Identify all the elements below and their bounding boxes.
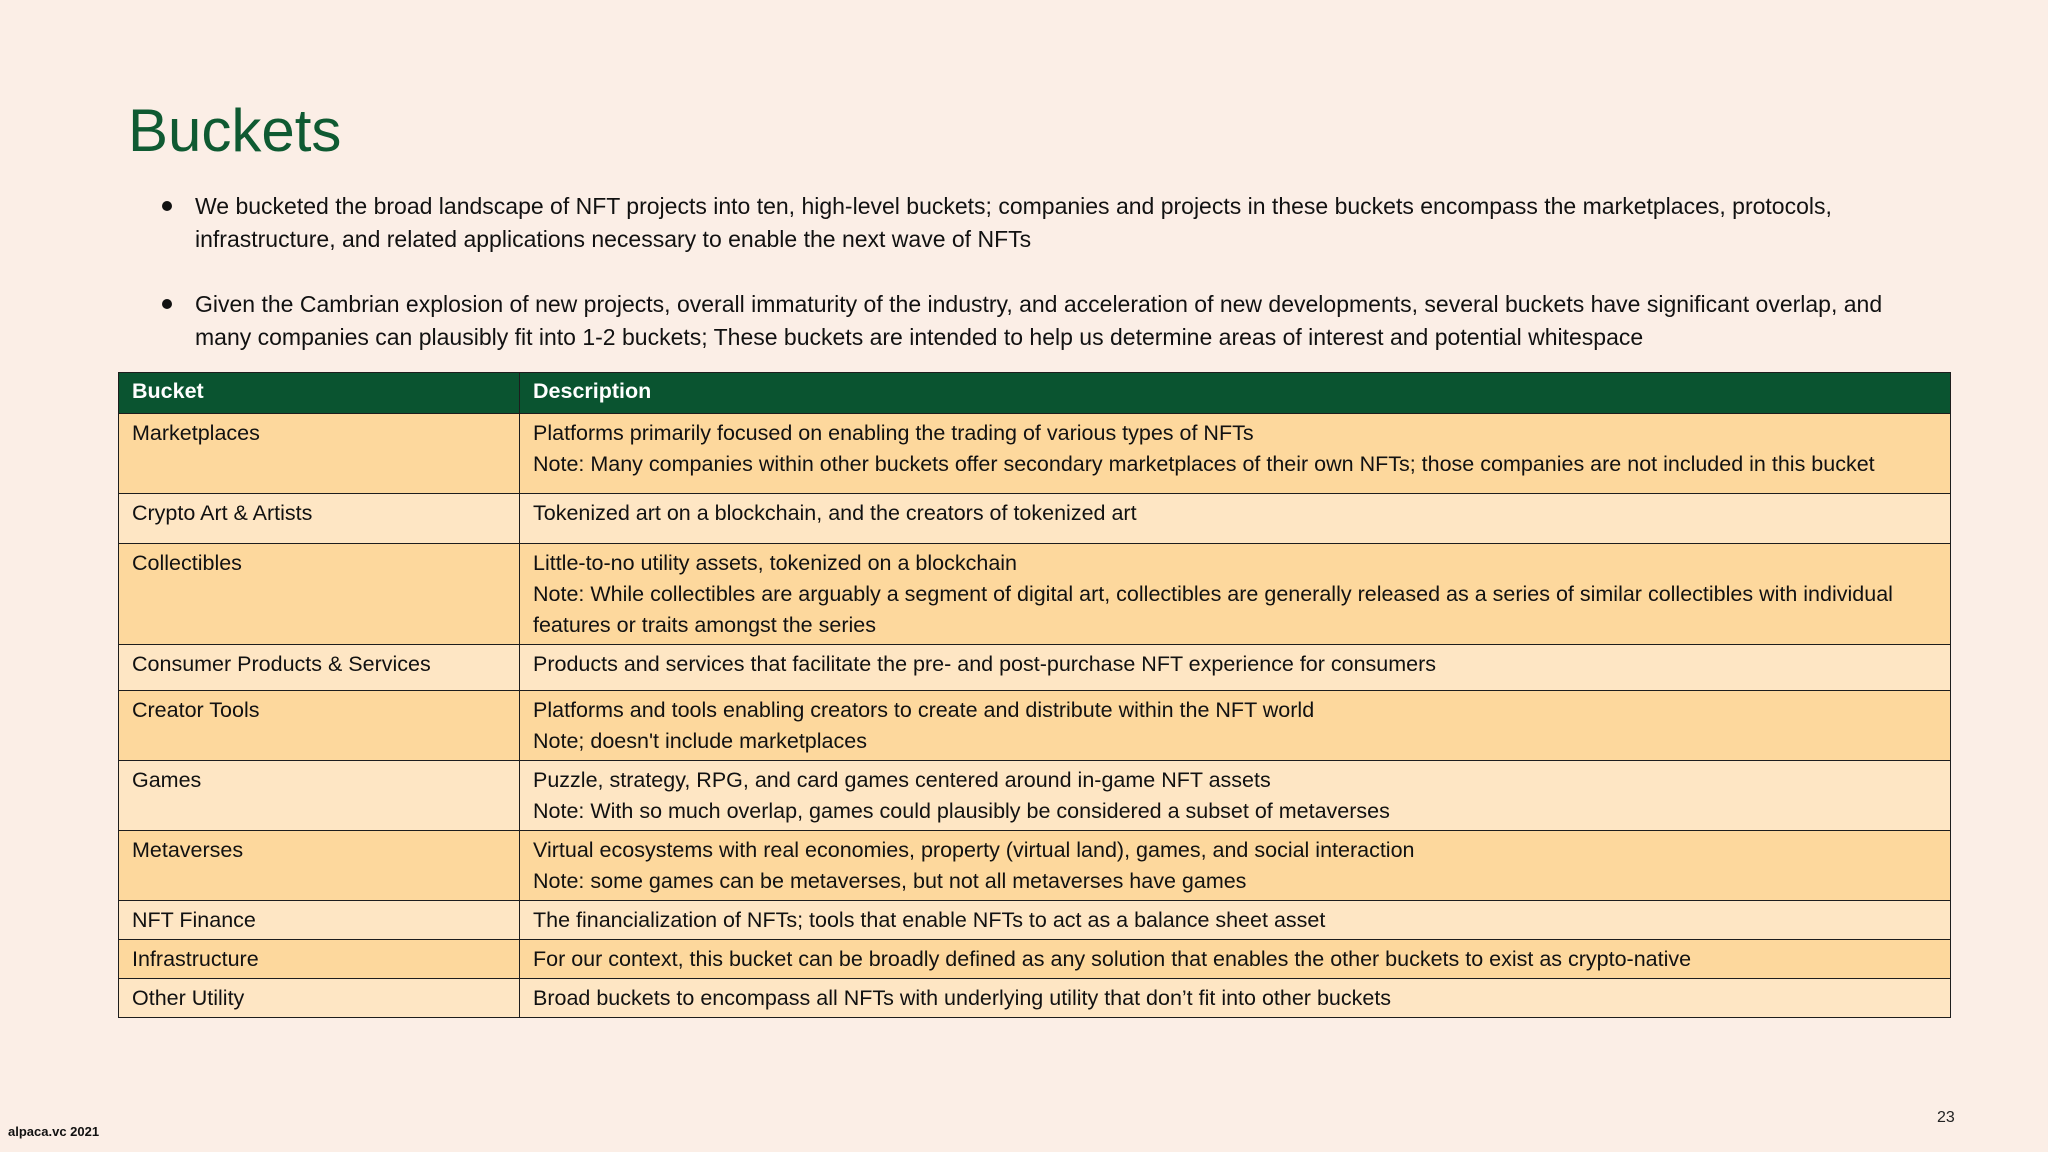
page-title: Buckets — [128, 97, 342, 164]
description-note: Note: Many companies within other buckets offer secondary marketplaces of their own NFTs; those companies are not included in this bucket — [533, 452, 1875, 476]
description-text: For our context, this bucket can be broadly defined as any solution that enables the other buckets to exist as crypto-native — [533, 947, 1692, 971]
description-text: Products and services that facilitate the pre- and post-purchase NFT experience for consumers — [533, 652, 1437, 676]
description-text: Broad buckets to encompass all NFTs with underlying utility that don’t fit into other buckets — [533, 986, 1392, 1010]
bucket-cell: Creator Tools — [119, 691, 520, 761]
bucket-cell: Games — [119, 761, 520, 831]
description-text: The financialization of NFTs; tools that enable NFTs to act as a balance sheet asset — [533, 908, 1326, 932]
bucket-cell: Marketplaces — [119, 414, 520, 494]
description-text: Platforms and tools enabling creators to create and distribute within the NFT world — [533, 698, 1315, 722]
table-row — [119, 831, 1951, 901]
description-text: Little-to-no utility assets, tokenized on a blockchain — [533, 551, 1018, 575]
description-cell — [520, 645, 1951, 691]
table-row — [119, 901, 1951, 940]
bullet-text: We bucketed the broad landscape of NFT projects into ten, high-level buckets; companies and projects in these buckets encompass the marketplaces, protocols, infrastructure, and related applications necessary to enable the next wave of NFTs — [195, 193, 1832, 252]
table-row — [119, 544, 1951, 645]
description-note: Note; doesn't include marketplaces — [533, 729, 867, 753]
table-row — [119, 645, 1951, 691]
bullet-dot-icon — [162, 299, 172, 309]
bucket-cell: NFT Finance — [119, 901, 520, 940]
bucket-cell: Collectibles — [119, 544, 520, 645]
description-cell — [520, 414, 1951, 494]
table-row — [119, 979, 1951, 1018]
buckets-table — [118, 372, 1951, 1018]
description-cell — [520, 544, 1951, 645]
description-note: Note: While collectibles are arguably a segment of digital art, collectibles are generally released as a series of similar collectibles with individual features or traits amongst the series — [533, 582, 1893, 637]
page-number: 23 — [1937, 1109, 1955, 1126]
table-row — [119, 761, 1951, 831]
bullet-list — [160, 190, 1930, 386]
description-text: Platforms primarily focused on enabling the trading of various types of NFTs — [533, 421, 1254, 445]
bullet-dot-icon — [162, 201, 172, 211]
description-cell — [520, 691, 1951, 761]
header-bucket: Bucket — [119, 373, 520, 414]
header-description: Description — [520, 373, 1951, 414]
bucket-cell: Other Utility — [119, 979, 520, 1018]
description-note: Note: some games can be metaverses, but not all metaverses have games — [533, 869, 1247, 893]
table-row — [119, 494, 1951, 544]
bullet-item — [160, 288, 1930, 354]
table-body — [119, 414, 1951, 1018]
description-cell — [520, 979, 1951, 1018]
description-cell — [520, 940, 1951, 979]
footer-source: alpaca.vc 2021 — [8, 1124, 100, 1139]
bullet-text: Given the Cambrian explosion of new projects, overall immaturity of the industry, and acceleration of new developments, several buckets have significant overlap, and many companies can plausibly fit into 1-2 buckets; These buckets are intended to help us determine areas of interest and potential whitespace — [195, 291, 1883, 350]
table-row — [119, 414, 1951, 494]
bucket-cell: Crypto Art & Artists — [119, 494, 520, 544]
description-cell — [520, 831, 1951, 901]
description-text: Tokenized art on a blockchain, and the creators of tokenized art — [533, 501, 1137, 525]
table-row — [119, 691, 1951, 761]
description-cell — [520, 901, 1951, 940]
description-text: Virtual ecosystems with real economies, property (virtual land), games, and social interaction — [533, 838, 1415, 862]
bucket-cell: Infrastructure — [119, 940, 520, 979]
bullet-item — [160, 190, 1930, 256]
table-row — [119, 940, 1951, 979]
table-header-row — [119, 373, 1951, 414]
bucket-cell: Metaverses — [119, 831, 520, 901]
description-cell — [520, 494, 1951, 544]
description-cell — [520, 761, 1951, 831]
description-note: Note: With so much overlap, games could plausibly be considered a subset of metaverses — [533, 799, 1390, 823]
bucket-cell: Consumer Products & Services — [119, 645, 520, 691]
description-text: Puzzle, strategy, RPG, and card games centered around in-game NFT assets — [533, 768, 1271, 792]
